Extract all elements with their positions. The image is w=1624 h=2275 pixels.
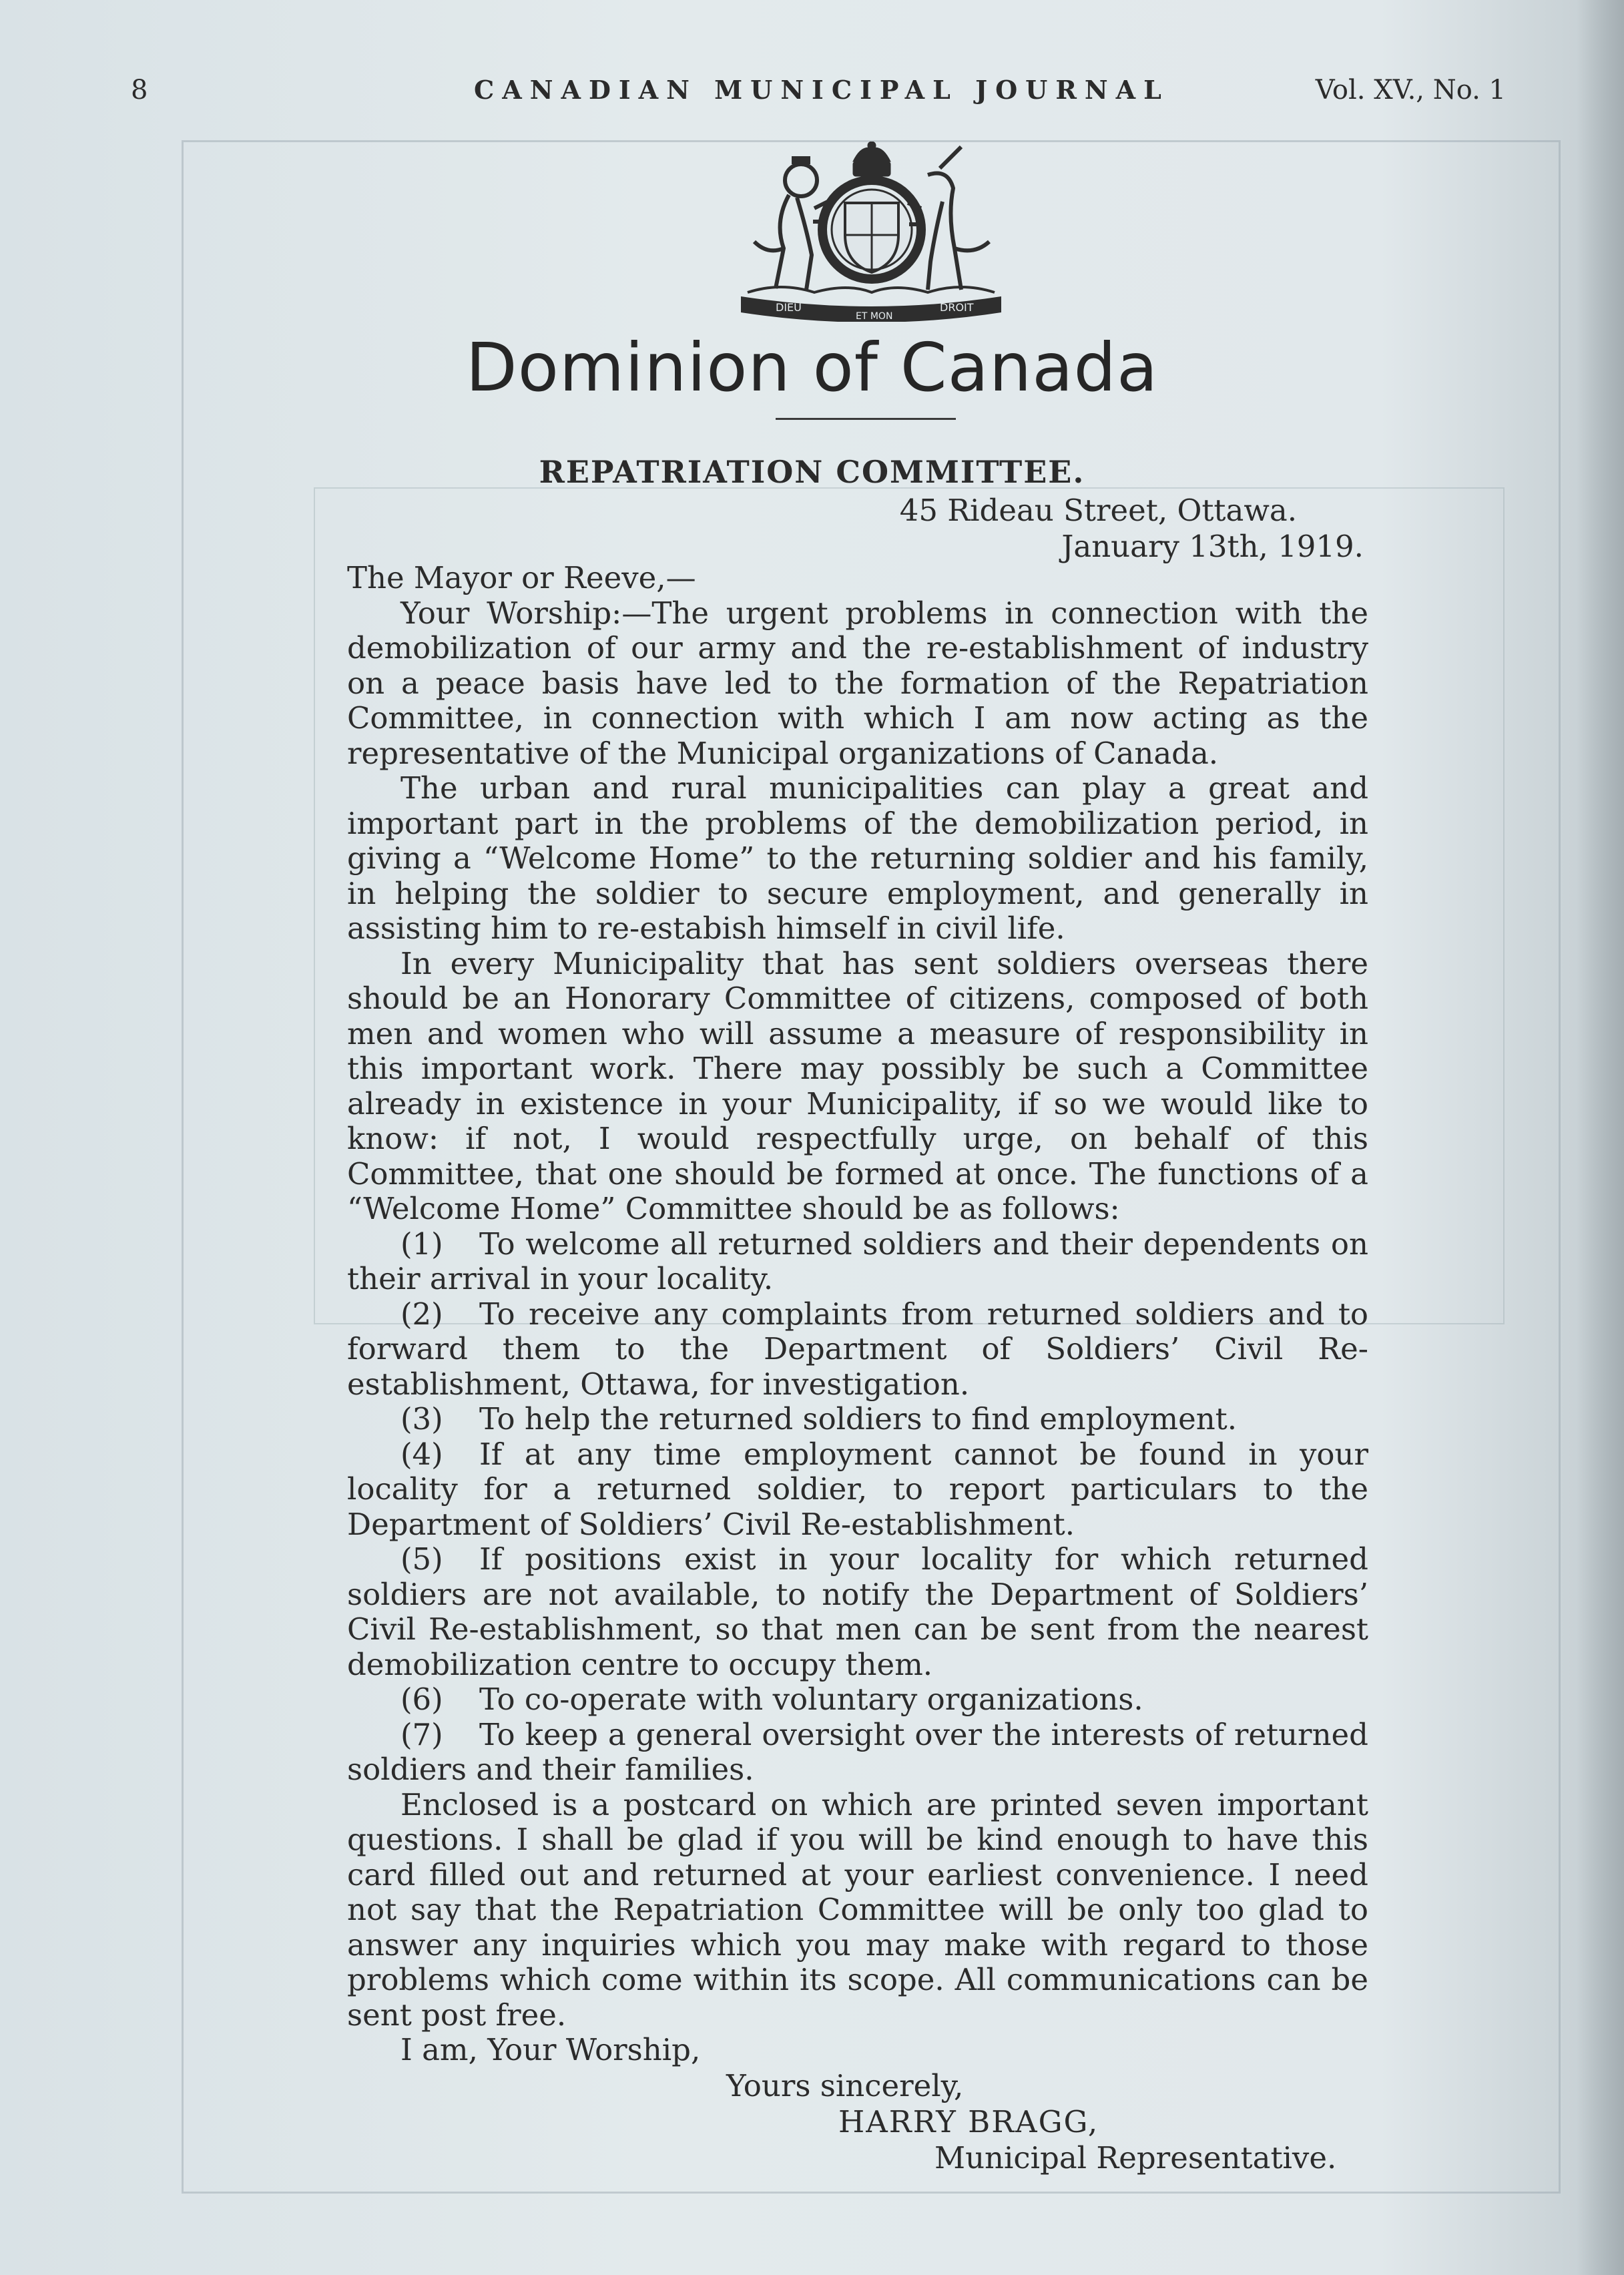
list-item-number: (4) xyxy=(400,1436,443,1472)
motto-right: DROIT xyxy=(940,301,974,314)
list-item-text: To co-operate with voluntary organizations. xyxy=(479,1682,1143,1717)
volume-number: Vol. XV., No. 1 xyxy=(1315,75,1506,105)
sign-off: I am, Your Worship, xyxy=(400,2032,701,2067)
list-item xyxy=(347,1542,1368,1682)
royal-coat-of-arms-icon xyxy=(728,142,1015,322)
sender-address: 45 Rideau Street, Ottawa. xyxy=(899,493,1297,528)
paragraph: The urban and rural municipalities can play a great and important part in the problems of the demobilization period, in giving a “Welcome Home” to the returning soldier and his family, in helping the soldier to secure employment, and generally in assisting him to re-estabish himself in civil life. xyxy=(347,770,1368,946)
signatory-title: Municipal Representative. xyxy=(934,2140,1337,2176)
list-item xyxy=(347,1297,1368,1403)
list-item xyxy=(347,1718,1368,1788)
page-edge-shadow xyxy=(1577,0,1624,2275)
list-item-number: (1) xyxy=(400,1226,443,1262)
paragraph: Your Worship:—The urgent problems in connection with the demobilization of our army and the re-establishment of industry on a peace basis have led to the formation of the Repatriation Committee, in connection with which I am now acting as the representative of the Municipal organizations of Canada. xyxy=(347,595,1368,771)
list-item-number: (3) xyxy=(400,1401,443,1437)
page-number: 8 xyxy=(131,75,148,105)
title-divider xyxy=(776,418,956,420)
closing-paragraph: Enclosed is a postcard on which are printed seven important questions. I shall be glad if you will be kind enough to have this card filled out and returned at your earliest convenience. I need not say that the Repatriation Committee will be only too glad to answer any inquiries which you may make with regard to those problems which come within its scope. All communications can be sent post free. xyxy=(347,1786,1368,2033)
list-item-text: To receive any complaints from returned soldiers and to forward them to the Department of Soldiers’ Civil Re-establishment, Ottawa, for investigation. xyxy=(347,1296,1368,1402)
list-item xyxy=(347,1682,1368,1718)
list-item-text: To keep a general oversight over the interests of returned soldiers and their families. xyxy=(347,1716,1368,1787)
list-item-text: If positions exist in your locality for which returned soldiers are not available, to notify the Department of Soldiers’ Civil Re-establishment, so that men can be sent from the nearest demobilization centre to occupy them. xyxy=(347,1541,1368,1682)
list-item-text: If at any time employment cannot be found in your locality for a returned soldier, to report particulars to the Department of Soldiers’ Civil Re-establishment. xyxy=(347,1436,1368,1542)
list-item xyxy=(347,1402,1368,1437)
motto-left: DIEU xyxy=(776,301,802,314)
letter-date: January 13th, 1919. xyxy=(1061,529,1364,564)
list-item-text: To welcome all returned soldiers and their dependents on their arrival in your locality. xyxy=(347,1226,1368,1296)
running-header xyxy=(131,75,1506,115)
valediction: Yours sincerely, xyxy=(726,2068,964,2103)
list-item-text: To help the returned soldiers to find employment. xyxy=(479,1401,1238,1437)
journal-title: CANADIAN MUNICIPAL JOURNAL xyxy=(474,75,1169,105)
signatory-name: HARRY BRAGG, xyxy=(838,2104,1099,2139)
list-item-number: (5) xyxy=(400,1541,443,1577)
letter-body xyxy=(347,561,1368,2068)
list-item-number: (7) xyxy=(400,1716,443,1752)
list-item xyxy=(347,1437,1368,1543)
list-item-number: (6) xyxy=(400,1682,443,1717)
committee-heading: REPATRIATION COMMITTEE. xyxy=(539,454,1085,490)
paragraph: In every Municipality that has sent soldiers overseas there should be an Honorary Committee of citizens, composed of both men and women who will assume a measure of responsibility in this important work. There may possibly be such a Committee already in existence in your Municipality, if so we would like to know: if not, I would respectfully urge, on behalf of this Committee, that one should be formed at once. The functions of a “Welcome Home” Committee should be as follows: xyxy=(347,945,1368,1226)
motto-center: ET MON xyxy=(856,311,893,322)
salutation: The Mayor or Reeve,— xyxy=(347,560,696,595)
list-item-number: (2) xyxy=(400,1296,443,1332)
list-item xyxy=(347,1227,1368,1297)
page-title: Dominion of Canada xyxy=(465,328,1159,407)
